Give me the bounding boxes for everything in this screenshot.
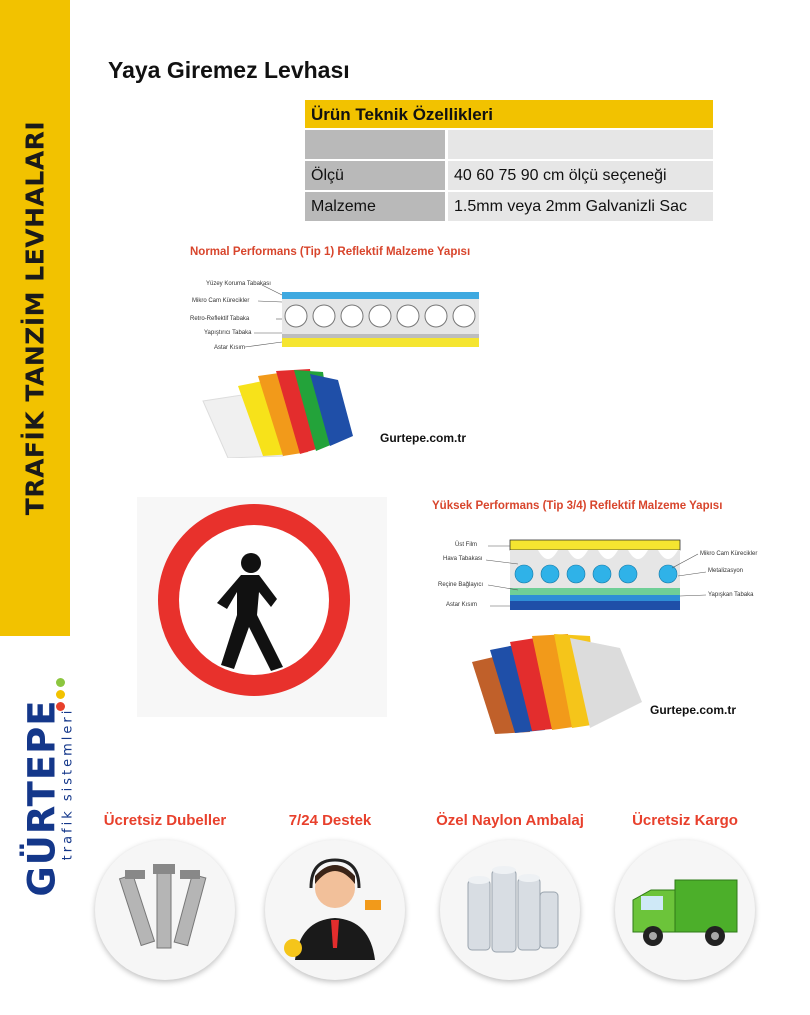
diagram-label: Metalizasyon xyxy=(708,568,744,574)
feature-image-circle xyxy=(615,840,755,980)
sidebar-banner xyxy=(0,0,70,636)
logo-tagline: trafik sistemleri xyxy=(60,707,76,861)
diagram-label: Astar Kısım xyxy=(214,345,246,351)
prismatic-film-samples xyxy=(470,630,645,735)
feature-free-shipping xyxy=(600,812,770,829)
no-pedestrian-sign xyxy=(137,497,387,717)
adhesive-layer xyxy=(282,334,479,338)
brand-logo[interactable] xyxy=(10,678,74,918)
spec-value xyxy=(448,130,713,159)
spec-label xyxy=(305,130,445,159)
nylon-roll-icon xyxy=(440,840,580,980)
feature-support xyxy=(245,812,415,829)
diagram-label: Reçine Bağlayıcı xyxy=(438,582,484,588)
logo-dot xyxy=(56,678,65,687)
diagram-label: Yapışkan Tabaka xyxy=(708,592,754,598)
feature-free-anchors xyxy=(80,812,250,829)
diagram-label: Hava Tabakası xyxy=(443,556,483,562)
table-row xyxy=(305,130,713,159)
normal-diagram-title: Normal Performans (Tip 1) Reflektif Malzeme Yapısı xyxy=(190,246,471,258)
feature-title: Özel Naylon Ambalaj xyxy=(436,812,584,829)
adhesive-layer xyxy=(510,595,680,601)
spec-label: Ölçü xyxy=(305,161,445,190)
top-film-layer xyxy=(510,540,680,550)
liner-layer xyxy=(510,601,680,610)
diagram-label: Mikro Cam Kürecikler xyxy=(700,551,758,557)
logo-wordmark: GÜRTEPE xyxy=(20,699,64,897)
high-diagram-title: Yüksek Performans (Tip 3/4) Reflektif Malzeme Yapısı xyxy=(432,500,723,512)
logo-dot xyxy=(56,690,65,699)
feature-title: Ücretsiz Dubeller xyxy=(103,812,227,829)
diagram-label: Retro-Reflektif Tabaka xyxy=(190,316,250,322)
sidebar-title: TRAFİK TANZİM LEVHALARI xyxy=(20,120,50,516)
spec-label: Malzeme xyxy=(305,192,445,221)
feature-packaging xyxy=(425,812,595,829)
spec-table xyxy=(305,100,713,221)
feature-image-circle xyxy=(265,840,405,980)
feature-title: 7/24 Destek xyxy=(288,812,372,829)
reflective-film-samples xyxy=(198,366,358,458)
feature-image-circle xyxy=(440,840,580,980)
support-agent-icon xyxy=(265,840,405,980)
anchor-bolt-icon xyxy=(95,840,235,980)
diagram-label: Astar Kısım xyxy=(446,602,478,608)
diagram-label: Mikro Cam Kürecikler xyxy=(192,298,250,304)
diagram-label: Üst Film xyxy=(455,542,477,548)
surface-layer xyxy=(282,292,479,299)
table-row xyxy=(305,161,713,190)
website-label[interactable]: Gurtepe.com.tr xyxy=(650,703,737,717)
website-label[interactable]: Gurtepe.com.tr xyxy=(380,431,467,445)
resin-layer xyxy=(510,588,680,595)
high-layer-diagram xyxy=(438,538,708,616)
spec-value: 1.5mm veya 2mm Galvanizli Sac xyxy=(448,192,713,221)
normal-layer-diagram xyxy=(190,280,482,355)
spec-table-header: Ürün Teknik Özellikleri xyxy=(305,100,713,128)
table-row xyxy=(305,192,713,221)
diagram-label: Yapıştırıcı Tabaka xyxy=(204,330,252,336)
diagram-label: Yüzey Koruma Tabakası xyxy=(206,281,271,287)
delivery-truck-icon xyxy=(615,840,755,980)
feature-image-circle xyxy=(95,840,235,980)
liner-layer xyxy=(282,338,479,347)
spec-value: 40 60 75 90 cm ölçü seçeneği xyxy=(448,161,713,190)
feature-title: Ücretsiz Kargo xyxy=(632,812,738,829)
page-title: Yaya Giremez Levhası xyxy=(108,57,350,83)
